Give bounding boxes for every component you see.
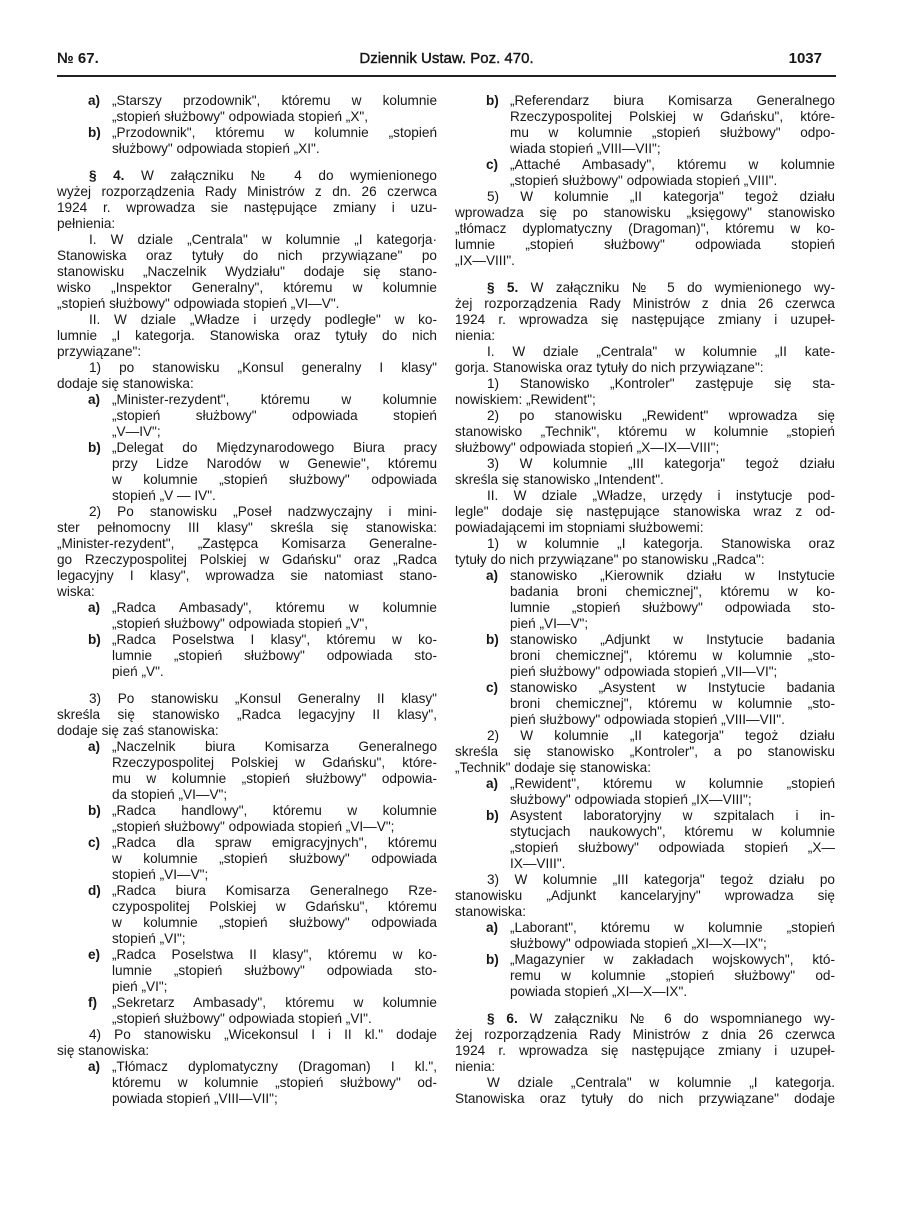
list-label: c) xyxy=(88,835,101,850)
text-line: nienia: xyxy=(455,328,496,343)
list-label: b) xyxy=(486,93,499,108)
list-item xyxy=(57,803,437,835)
text-line: „Naczelnik biura Komisarza Generalnego xyxy=(112,739,437,754)
text-line: „IX—VIII". xyxy=(455,253,515,268)
text-line: 1924 r. wprowadza sie następujące zmiany i uzu- xyxy=(57,200,437,215)
paragraph xyxy=(455,488,835,536)
text-line: mu w kolumnie „stopień służbowy" odpo- xyxy=(510,125,835,140)
text-line: służbowy" odpowiada stopień „X—IX—VIII"; xyxy=(455,440,720,455)
text-line: „Radca Poselstwa I klasy", któremu w ko- xyxy=(112,632,437,647)
text-line: 1) Stanowisko „Kontroler" zastępuje się sta- xyxy=(487,376,835,391)
text-line: „Rewident", któremu w kolumnie „stopień xyxy=(510,776,835,791)
text-line: gorja. Stanowiska oraz tytuły do nich przywiązane": xyxy=(455,360,764,375)
text-line: 1) w kolumnie „I kategorja. Stanowiska oraz xyxy=(487,536,835,551)
list-label: a) xyxy=(486,920,499,935)
text-line: stanowisko „Kierownik działu w Instytucie xyxy=(510,568,835,583)
text-line: lumnie „stopień służbowy" odpowiada sto- xyxy=(112,648,437,663)
list-label: a) xyxy=(88,600,101,615)
paragraph xyxy=(455,536,835,568)
text-line: „Starszy przodownik", któremu w kolumnie xyxy=(112,93,437,108)
issue-number: № 67. xyxy=(57,50,99,67)
list-label: d) xyxy=(88,883,101,898)
text-line: go Rzeczypospolitej Polskiej w Gdańsku" oraz „Radca xyxy=(57,552,437,567)
list-item xyxy=(455,157,835,189)
list-label: b) xyxy=(88,440,101,455)
text-line: stopień „V — IV". xyxy=(112,488,216,503)
list-label: a) xyxy=(486,776,499,791)
text-line: „stopień służbowy" odpowiada stopień „VIII". xyxy=(510,173,778,188)
text-line: tytuły do nich przywiązane" po stanowisku „Radca": xyxy=(455,552,765,567)
section-paragraph xyxy=(455,1011,835,1075)
text-line xyxy=(455,280,835,296)
text-line: „Attaché Ambasady", któremu w kolumnie xyxy=(510,157,835,172)
text-line: przy Lidze Narodów w Genewie", któremu xyxy=(112,456,437,471)
list-item xyxy=(57,440,437,504)
list-item xyxy=(455,920,835,952)
list-item xyxy=(57,600,437,632)
list-item xyxy=(57,125,437,157)
list-item xyxy=(455,680,835,728)
list-label: a) xyxy=(486,568,499,583)
text-line: powiada stopień „XI—X—IX". xyxy=(510,984,688,999)
text-line: stopień „VI—V"; xyxy=(112,867,209,882)
text-line: „stopień służbowy" odpowiada stopień „VI—V"; xyxy=(112,819,395,834)
list-label: b) xyxy=(486,952,499,967)
text-line: Asystent laboratoryjny w szpitalach i in- xyxy=(510,808,835,823)
text-line: pień służbowy" odpowiada stopień „VII—VI"; xyxy=(510,664,778,679)
text-line: „Minister-rezydent", „Zastępca Komisarza Generalne- xyxy=(57,536,437,551)
list-label: b) xyxy=(88,803,101,818)
text-line: „stopień służbowy" odpowiada stopień „X— xyxy=(510,840,835,855)
list-label: a) xyxy=(88,1059,101,1074)
text-line: „Radca Ambasady", któremu w kolumnie xyxy=(112,600,437,615)
text-line: w kolumnie „stopień służbowy" odpowiada xyxy=(112,851,437,866)
text-line: żej rozporządzenia Rady Ministrów z dnia 26 czerwca xyxy=(455,296,835,311)
journal-title: Dziennik Ustaw. Poz. 470. xyxy=(359,50,534,67)
text-fragment: W załączniku № 6 do wspomnianego wy- xyxy=(517,1011,835,1026)
list-label: a) xyxy=(88,739,101,754)
list-label: e) xyxy=(88,947,101,962)
text-line: lumnie „stopień służbowy" odpowiada sto- xyxy=(510,600,835,615)
text-line: skreśla się stanowisko „Intendent". xyxy=(455,472,664,487)
text-line: lumnie „stopień służbowy" odpowiada sto- xyxy=(112,963,437,978)
text-line: skreśla się stanowisko „Kontroler", a po stanowisku xyxy=(455,744,835,759)
text-line xyxy=(455,1011,835,1027)
text-line: nienia: xyxy=(455,1059,496,1074)
text-line: w kolumnie „stopień służbowy" odpowiada xyxy=(112,915,437,930)
list-label: b) xyxy=(88,125,101,140)
text-line: 1924 r. wprowadza się następujące zmiany i uzupeł- xyxy=(455,312,835,327)
text-line: żej rozporządzenia Rady Ministrów z dnia 26 czerwca xyxy=(455,1027,835,1042)
paragraph xyxy=(57,232,437,312)
text-line: II. W dziale „Władze i urzędy podległe" w ko- xyxy=(89,312,437,327)
paragraph xyxy=(455,189,835,269)
text-line: stanowisko „Asystent w Instytucie badania xyxy=(510,680,835,695)
text-line: I. W dziale „Centrala" w kolumnie „I kategorja· xyxy=(89,232,437,247)
text-line: „Magazynier w zakładach wojskowych", któ- xyxy=(510,952,835,967)
text-line: 2) Po stanowisku „Poseł nadzwyczajny i mini- xyxy=(89,504,437,519)
list-label: f) xyxy=(88,995,98,1010)
text-line: „tłómacz dyplomatyczny (Dragoman)", któremu w ko- xyxy=(455,221,835,236)
text-line: któremu w kolumnie „stopień służbowy" od- xyxy=(112,1075,437,1090)
text-line: broni chemicznej", któremu w kolumnie „sto- xyxy=(510,696,835,711)
text-line: służbowy" odpowiada stopień „IX—VIII"; xyxy=(510,792,752,807)
text-line: stopień „VI"; xyxy=(112,931,186,946)
text-line: broni chemicznej", któremu w kolumnie „sto- xyxy=(510,648,835,663)
text-line: „stopień służbowy" odpowiada stopień „V", xyxy=(112,616,368,631)
list-item xyxy=(57,947,437,995)
list-label: b) xyxy=(486,808,499,823)
section-number: § 5. xyxy=(487,280,519,295)
text-line: W dziale „Centrala" w kolumnie „I kategorja. xyxy=(487,1075,835,1090)
list-label: b) xyxy=(486,632,499,647)
text-line: 2) W kolumnie „II kategorja" tegoż działu xyxy=(487,728,835,743)
text-line: mu w kolumnie „stopień służbowy" odpowia- xyxy=(112,771,437,786)
text-line: wprowadza się po stanowisku „księgowy" stanowisko xyxy=(455,205,835,220)
text-line: „Tłómacz dyplomatyczny (Dragoman) I kl.", xyxy=(112,1059,437,1074)
list-label: a) xyxy=(88,93,101,108)
text-line: 4) Po stanowisku „Wicekonsul I i II kl." dodaje xyxy=(89,1027,437,1042)
text-line: czypospolitej Polskiej w Gdańsku", któremu xyxy=(112,899,437,914)
text-line: „V—IV"; xyxy=(112,424,161,439)
text-line: stanowisku „Adjunkt kancelaryjny" wprowadza się xyxy=(455,888,835,903)
text-line: stanowisko „Adjunkt w Instytucie badania xyxy=(510,632,835,647)
text-line: II. W dziale „Władze, urzędy i instytucje pod- xyxy=(487,488,835,503)
text-line: się stanowiska: xyxy=(57,1043,150,1058)
text-line: skreśla się stanowisko „Radca legacyjny II klasy", xyxy=(57,707,437,722)
header-rule xyxy=(57,75,836,77)
text-line: Rzeczypospolitej Polskiej w Gdańsku", które- xyxy=(112,755,437,770)
text-line: nowiskiem: „Rewident"; xyxy=(455,392,596,407)
text-line: 3) W kolumnie „III kategorja" tegoż działu xyxy=(487,456,835,471)
text-line: „stopień służbowy" odpowiada stopień xyxy=(112,408,437,423)
text-line: w kolumnie „stopień służbowy" odpowiada xyxy=(112,472,437,487)
list-item xyxy=(57,93,437,125)
list-item xyxy=(57,392,437,440)
list-label: b) xyxy=(88,632,101,647)
text-line: „stopień służbowy" odpowiada stopień „X", xyxy=(112,109,368,124)
text-line: stanowisko „Technik", któremu w kolumnie „stopień xyxy=(455,424,835,439)
text-line: Stanowiska oraz tytuły do nich przywiązane" po xyxy=(57,248,437,263)
text-line: da stopień „VI—V"; xyxy=(112,787,228,802)
text-line: stytucjach naukowych", któremu w kolumnie xyxy=(510,824,835,839)
text-line: pień służbowy" odpowiada stopień „VIII—VII". xyxy=(510,712,785,727)
text-line: 2) po stanowisku „Rewident" wprowadza się xyxy=(487,408,835,423)
text-line: „Przodownik", któremu w kolumnie „stopień xyxy=(112,125,437,140)
text-line: „Radca biura Komisarza Generalnego Rze- xyxy=(112,883,437,898)
paragraph xyxy=(57,691,437,739)
list-item xyxy=(57,739,437,803)
text-line xyxy=(57,168,437,184)
text-line: lumnie „I kategorja. Stanowiska oraz tytuły do nich xyxy=(57,328,437,343)
list-item xyxy=(57,995,437,1027)
text-line: remu w kolumnie „stopień służbowy" od- xyxy=(510,968,835,983)
text-line: IX—VIII". xyxy=(510,856,566,871)
text-line: wiska: xyxy=(57,584,95,599)
list-label: a) xyxy=(88,392,101,407)
text-line: dodaje się stanowiska: xyxy=(57,376,194,391)
text-line: badania broni chemicznej", któremu w ko- xyxy=(510,584,835,599)
text-line: służbowy" odpowiada stopień „XI—X—IX"; xyxy=(510,936,767,951)
text-fragment: W załączniku № 4 do wymienionego xyxy=(124,168,437,183)
text-line: ster pełnomocny III klasy" skreśla się stanowiska: xyxy=(57,520,437,535)
paragraph xyxy=(57,1027,437,1059)
section-paragraph xyxy=(57,168,437,232)
paragraph xyxy=(455,456,835,488)
text-line: Stanowiska oraz tytuły do nich przywiązane" dodaje xyxy=(455,1091,835,1106)
text-line: pełnienia: xyxy=(57,216,116,231)
page-number: 1037 xyxy=(788,50,822,67)
text-line: wisko „Inspektor Generalny", któremu w kolumnie xyxy=(57,280,437,295)
text-line: legle" dodaje się następujące stanowiska wraz z od- xyxy=(455,504,835,519)
text-line: „Radca Poselstwa II klasy", któremu w ko- xyxy=(112,947,437,962)
text-line: „Delegat do Międzynarodowego Biura pracy xyxy=(112,440,437,455)
text-line: I. W dziale „Centrala" w kolumnie „II kate- xyxy=(487,344,835,359)
text-line: lumnie „stopień służbowy" odpowiada stopień xyxy=(455,237,835,252)
list-label: c) xyxy=(486,680,499,695)
paragraph xyxy=(455,872,835,920)
paragraph xyxy=(57,312,437,360)
section-number: § 6. xyxy=(487,1011,518,1026)
list-item xyxy=(455,93,835,157)
paragraph xyxy=(455,728,835,776)
text-line: „Referendarz biura Komisarza Generalnego xyxy=(510,93,835,108)
list-item xyxy=(455,776,835,808)
text-line: „Radca dla spraw emigracyjnych", któremu xyxy=(112,835,437,850)
text-line: przywiązane": xyxy=(57,344,142,359)
paragraph xyxy=(455,376,835,408)
list-item xyxy=(455,632,835,680)
paragraph xyxy=(455,1075,835,1107)
left-column xyxy=(57,93,437,1107)
text-line: „Sekretarz Ambasady", któremu w kolumnie xyxy=(112,995,437,1010)
text-line: „stopień służbowy" odpowiada stopień „VI—V". xyxy=(57,296,340,311)
list-item xyxy=(455,568,835,632)
section-paragraph xyxy=(455,280,835,344)
text-line: 1) po stanowisku „Konsul generalny I klasy" xyxy=(89,360,437,375)
text-line: Rzeczypospolitej Polskiej w Gdańsku", które- xyxy=(510,109,835,124)
text-line: pień „VI—V"; xyxy=(510,616,589,631)
text-line: „Minister-rezydent", któremu w kolumnie xyxy=(112,392,437,407)
text-line: „Laborant", któremu w kolumnie „stopień xyxy=(510,920,835,935)
right-column xyxy=(455,93,835,1107)
list-item xyxy=(57,1059,437,1107)
paragraph xyxy=(455,408,835,456)
text-line: 3) Po stanowisku „Konsul Generalny II klasy" xyxy=(89,691,437,706)
text-line: pień „VI"; xyxy=(112,979,168,994)
text-line: 5) W kolumnie „II kategorja" tegoż działu xyxy=(487,189,835,204)
text-line: stanowiska: xyxy=(455,904,527,919)
text-line: „Radca handlowy", któremu w kolumnie xyxy=(112,803,437,818)
list-item xyxy=(57,883,437,947)
text-line: „stopień służbowy" odpowiada stopień „VI". xyxy=(112,1011,372,1026)
text-fragment: W załączniku № 5 do wymienionego wy- xyxy=(518,280,835,295)
page-header xyxy=(57,50,836,72)
list-item xyxy=(455,808,835,872)
text-line: dodaje się zaś stanowiska: xyxy=(57,723,219,738)
text-line: 1924 r. wprowadza się następujące zmiany i uzupeł- xyxy=(455,1043,835,1058)
text-line: powiadającemi im stopniami służbowemi: xyxy=(455,520,704,535)
list-item xyxy=(57,835,437,883)
text-line: 3) W kolumnie „III kategorja" tegoż działu po xyxy=(487,872,835,887)
text-line: „Technik" dodaje się stanowiska: xyxy=(455,760,651,775)
text-line: pień „V". xyxy=(112,664,164,679)
text-line: służbowy" odpowiada stopień „XI". xyxy=(112,141,320,156)
text-line: wiada stopień „VIII—VII"; xyxy=(510,141,661,156)
list-item xyxy=(57,632,437,680)
paragraph xyxy=(57,504,437,600)
text-line: legacyjny I klasy", wprowadza sie natomiast stano- xyxy=(57,568,437,583)
text-line: stanowisku „Naczelnik Wydziału" dodaje się stano- xyxy=(57,264,437,279)
paragraph xyxy=(57,360,437,392)
text-line: wyżej rozporządzenia Rady Ministrów z dn. 26 czerwca xyxy=(57,184,437,199)
list-item xyxy=(455,952,835,1000)
paragraph xyxy=(455,344,835,376)
section-number: § 4. xyxy=(89,168,125,183)
list-label: c) xyxy=(486,157,499,172)
text-line: powiada stopień „VIII—VII"; xyxy=(112,1091,278,1106)
